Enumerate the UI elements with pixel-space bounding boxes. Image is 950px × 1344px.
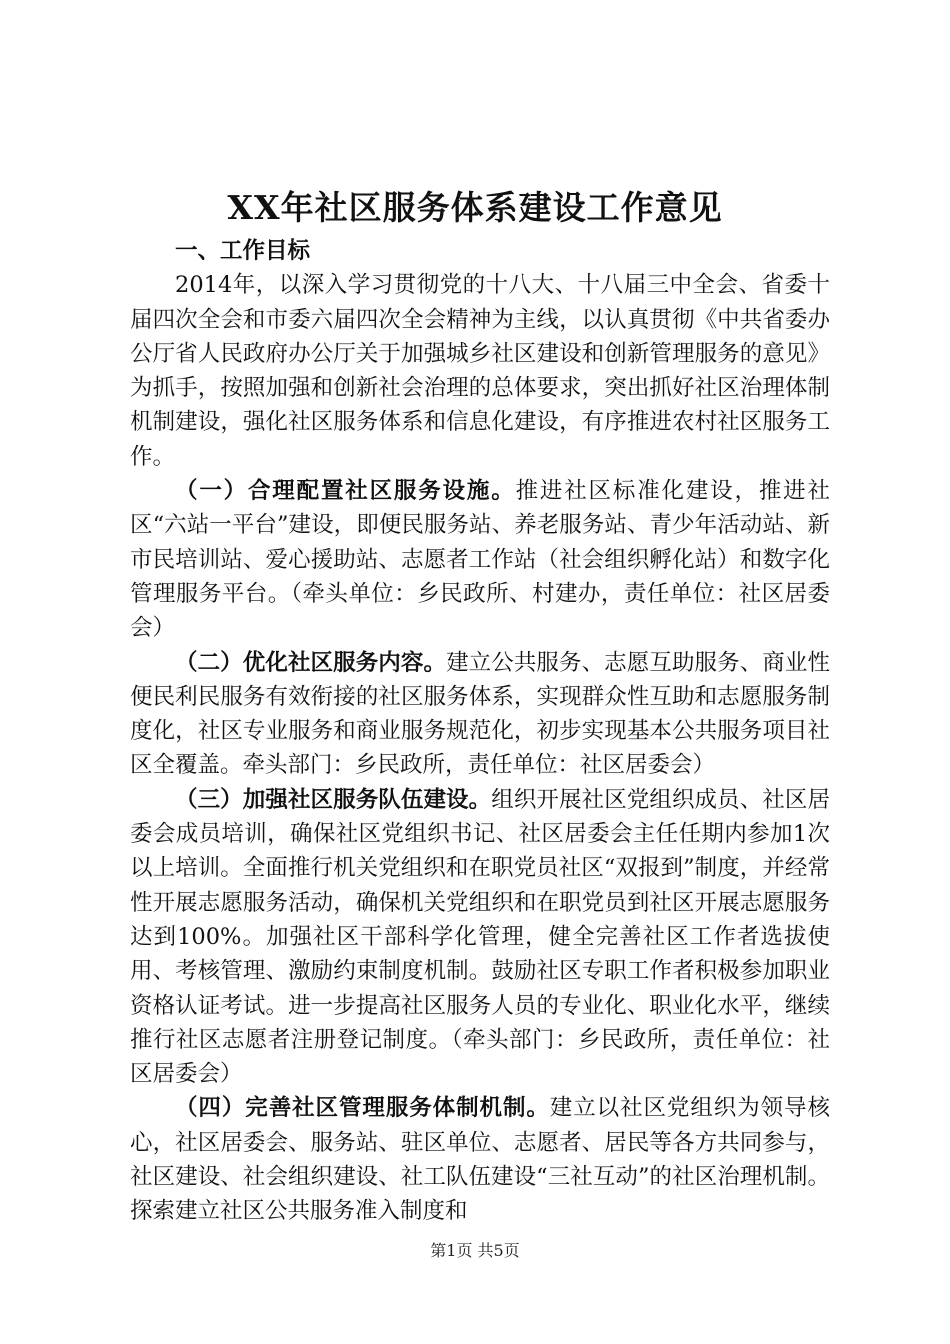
document-title: XX年社区服务体系建设工作意见 [227, 188, 723, 227]
item-lead-3: （三）加强社区服务队伍建设。 [175, 786, 492, 813]
item-body-4: 建立以社区党组织为领导核心，社区居委会、服务站、驻区单位、志愿者、居民等各方共同参与，社区建设、社会组织建设、社工队伍建设“三社互动”的社区治理机制。探索建立社区公共服务准入制度和 [130, 1095, 830, 1225]
document-body [130, 234, 830, 1229]
item-lead-2: （二）优化社区服务内容。 [175, 649, 447, 676]
item-paragraph-1 [130, 474, 830, 645]
item-body-3: 组织开展社区党组织成员、社区居委会成员培训，确保社区党组织书记、社区居委会主任任期内参加1次以上培训。全面推行机关党组织和在职党员社区“双报到”制度，并经常性开展志愿服务活动，确保机关党组织和在职党员到社区开展志愿服务达到100%。加强社区干部科学化管理，健全完善社区工作者选拔使用、考核管理、激励约束制度机制。鼓励社区专职工作者积极参加职业资格认证考试。进一步提高社区服务人员的专业化、职业化水平，继续推行社区志愿者注册登记制度。（牵头部门：乡民政所，责任单位：社区居委会） [130, 786, 830, 1088]
item-paragraph-4 [130, 1091, 830, 1228]
item-paragraph-2 [130, 646, 830, 783]
page-number-footer: 第1页 共5页 [430, 1241, 520, 1260]
item-body-1: 推进社区标准化建设，推进社区“六站一平台”建设，即便民服务站、养老服务站、青少年活动站、新市民培训站、爱心援助站、志愿者工作站（社会组织孵化站）和数字化管理服务平台。（牵头单位：乡民政所、村建办，责任单位：社区居委会） [130, 478, 830, 642]
item-lead-1: （一）合理配置社区服务设施。 [175, 478, 516, 505]
item-lead-4: （四）完善社区管理服务体制机制。 [175, 1095, 550, 1122]
item-paragraph-3 [130, 783, 830, 1092]
item-body-2: 建立公共服务、志愿互助服务、商业性便民利民服务有效衔接的社区服务体系，实现群众性互助和志愿服务制度化，社区专业服务和商业服务规范化，初步实现基本公共服务项目社区全覆盖。牵头部门：乡民政所，责任单位：社区居委会） [130, 649, 830, 779]
intro-paragraph: 2014年，以深入学习贯彻党的十八大、十八届三中全会、省委十届四次全会和市委六届四次全会精神为主线，以认真贯彻《中共省委办公厅省人民政府办公厅关于加强城乡社区建设和创新管理服务的意见》为抓手，按照加强和创新社会治理的总体要求，突出抓好社区治理体制机制建设，强化社区服务体系和信息化建设，有序推进农村社区服务工作。 [130, 272, 830, 470]
section-heading: 一、工作目标 [175, 238, 311, 264]
